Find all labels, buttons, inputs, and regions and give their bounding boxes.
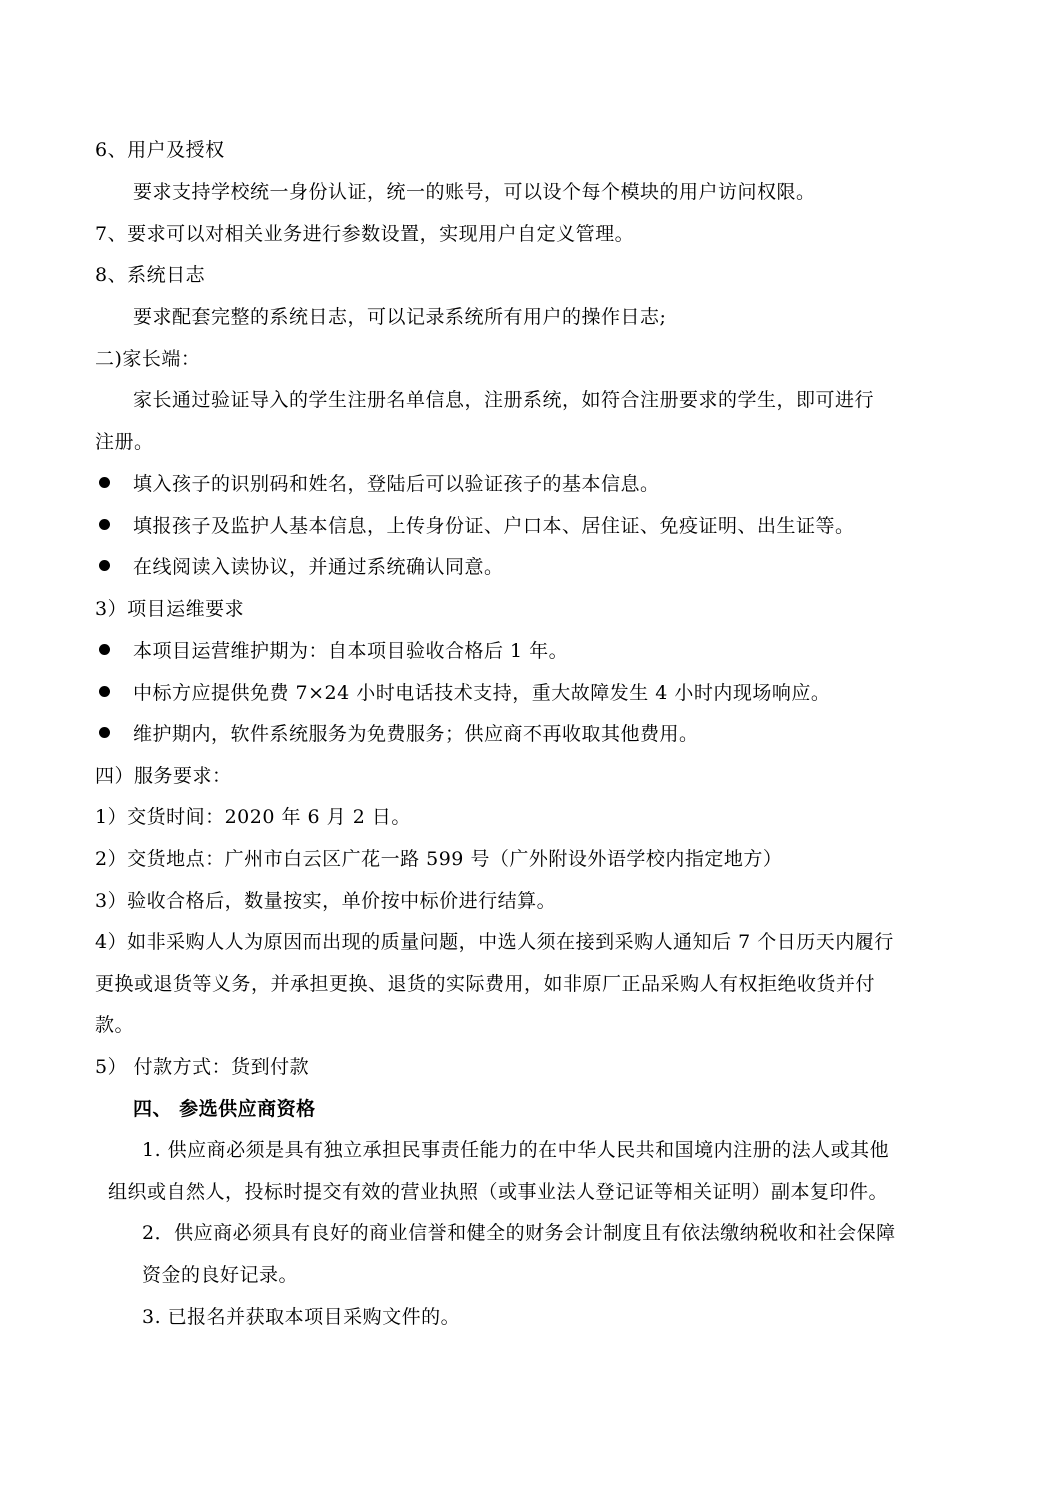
section-heading-parent-side: 二)家长端： xyxy=(95,348,201,370)
bullet-item: 中标方应提供免费 7×24 小时电话技术支持，重大故障发生 4 小时内现场响应。 xyxy=(133,682,831,704)
section-heading-maintenance: 3）项目运维要求 xyxy=(95,598,245,620)
list-item-continuation: 更换或退货等义务，并承担更换、退货的实际费用，如非原厂正品采购人有权拒绝收货并付 xyxy=(95,973,876,995)
bullet-icon xyxy=(99,477,110,488)
list-item: 3）验收合格后，数量按实，单价按中标价进行结算。 xyxy=(95,890,557,912)
qualification-item: 2．供应商必须具有良好的商业信誉和健全的财务会计制度且有依法缴纳税收和社会保障 xyxy=(142,1222,896,1244)
section-heading-system-log: 8、系统日志 xyxy=(95,264,206,286)
bullet-icon xyxy=(99,519,110,530)
qualification-item: 1. 供应商必须是具有独立承担民事责任能力的在中华人民共和国境内注册的法人或其他 xyxy=(142,1139,890,1161)
bullet-icon xyxy=(99,686,110,697)
bullet-item: 在线阅读入读协议，并通过系统确认同意。 xyxy=(133,556,504,578)
bullet-icon xyxy=(99,644,110,655)
qualification-item: 3. 已报名并获取本项目采购文件的。 xyxy=(142,1306,461,1328)
list-item: 1）交货时间：2020 年 6 月 2 日。 xyxy=(95,806,411,828)
list-item: 5） 付款方式：货到付款 xyxy=(95,1056,310,1078)
paragraph-line: 要求配套完整的系统日志，可以记录系统所有用户的操作日志; xyxy=(133,306,667,328)
bullet-item: 填报孩子及监护人基本信息，上传身份证、户口本、居住证、免疫证明、出生证等。 xyxy=(133,515,855,537)
bullet-item: 填入孩子的识别码和姓名，登陆后可以验证孩子的基本信息。 xyxy=(133,473,660,495)
section-heading-service-requirements: 四）服务要求： xyxy=(95,765,232,787)
bullet-item: 维护期内，软件系统服务为免费服务；供应商不再收取其他费用。 xyxy=(133,723,699,745)
bullet-icon xyxy=(99,560,110,571)
list-item: 2）交货地点：广州市白云区广花一路 599 号（广外附设外语学校内指定地方） xyxy=(95,848,783,870)
section-heading-user-auth: 6、用户及授权 xyxy=(95,139,225,161)
paragraph-line: 家长通过验证导入的学生注册名单信息，注册系统，如符合注册要求的学生，即可进行 xyxy=(133,389,875,411)
list-item-continuation: 款。 xyxy=(95,1014,135,1036)
qualification-item-continuation: 组织或自然人，投标时提交有效的营业执照（或事业法人登记证等相关证明）副本复印件。 xyxy=(108,1181,889,1203)
section-heading-supplier-qualification: 四、 参选供应商资格 xyxy=(133,1098,316,1120)
paragraph-line: 注册。 xyxy=(95,431,154,453)
bullet-item: 本项目运营维护期为：自本项目验收合格后 1 年。 xyxy=(133,640,569,662)
paragraph-line: 要求支持学校统一身份认证，统一的账号，可以设个每个模块的用户访问权限。 xyxy=(133,181,816,203)
section-heading-parameters: 7、要求可以对相关业务进行参数设置，实现用户自定义管理。 xyxy=(95,223,635,245)
bullet-icon xyxy=(99,727,110,738)
qualification-item-continuation: 资金的良好记录。 xyxy=(142,1264,299,1286)
list-item: 4）如非采购人人为原因而出现的质量问题，中选人须在接到采购人通知后 7 个日历天内履行 xyxy=(95,931,894,953)
